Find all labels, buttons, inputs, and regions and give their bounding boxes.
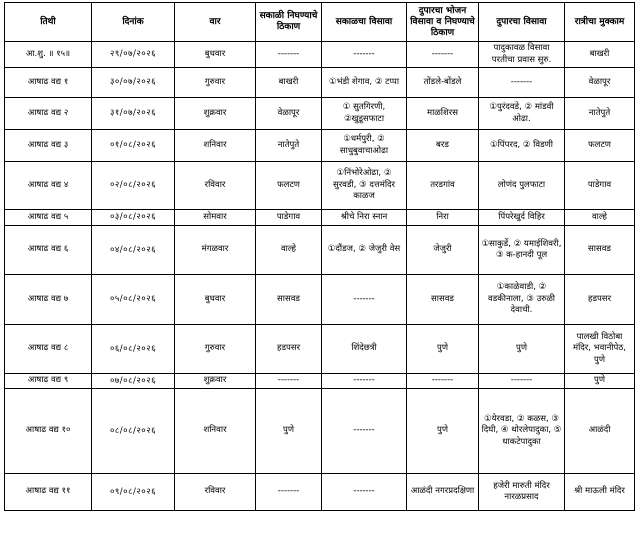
tithi-cell: आषाढ वद्य ११: [5, 474, 92, 511]
col-header-depart: सकाळी निघण्याचे ठिकाण: [256, 3, 322, 42]
depart-place-cell: पाडेगाव: [256, 210, 322, 226]
day-cell: सोमवार: [175, 210, 256, 226]
lunch-stop-cell: पुणे: [407, 325, 479, 374]
table-row: [5, 162, 635, 210]
afternoon-rest-cell: ①काळेवाडी, ② वडकीनाला, ③ उरुळी देवाची.: [479, 275, 565, 325]
morning-rest-cell: ①भंडी शेगाव, ② टप्पा: [322, 68, 407, 98]
night-stay-cell: वेळापूर: [565, 68, 635, 98]
day-cell: शनिवार: [175, 389, 256, 474]
col-header-lunch: दुपारचा भोजन विसावा व निघण्याचे ठिकाण: [407, 3, 479, 42]
morning-rest-cell: श्रीचे निरा स्नान: [322, 210, 407, 226]
night-stay-cell: फलटण: [565, 130, 635, 162]
lunch-stop-cell: तोंडले-बोंडले: [407, 68, 479, 98]
day-cell: रविवार: [175, 474, 256, 511]
date-cell: ०३/०८/२०२६: [92, 210, 175, 226]
depart-place-cell: पुणे: [256, 389, 322, 474]
date-cell: २९/०७/२०२६: [92, 42, 175, 68]
afternoon-rest-cell: ①साकुर्डे, ② यमाईशिवरी, ③ क-हानदी पूल: [479, 226, 565, 275]
lunch-stop-cell: आळंदी नगरप्रदक्षिणा: [407, 474, 479, 511]
table-row: [5, 226, 635, 275]
table-row: [5, 42, 635, 68]
morning-rest-cell: शिंदेछत्री: [322, 325, 407, 374]
morning-rest-cell: ① सुतगिरणी, ②खुडूसफाटा: [322, 98, 407, 130]
day-cell: शुक्रवार: [175, 98, 256, 130]
tithi-cell: आषाढ वद्य १: [5, 68, 92, 98]
day-cell: गुरुवार: [175, 325, 256, 374]
date-cell: ३१/०७/२०२६: [92, 98, 175, 130]
depart-place-cell: सासवड: [256, 275, 322, 325]
tithi-cell: आषाढ वद्य ८: [5, 325, 92, 374]
table-row: [5, 325, 635, 374]
depart-place-cell: हडपसर: [256, 325, 322, 374]
afternoon-rest-cell: लोणंद पुलफाटा: [479, 162, 565, 210]
date-cell: ०७/०८/२०२६: [92, 374, 175, 389]
day-cell: शनिवार: [175, 130, 256, 162]
date-cell: ०५/०८/२०२६: [92, 275, 175, 325]
depart-place-cell: वाल्हे: [256, 226, 322, 275]
afternoon-rest-cell: पादुकावळ विसावा परतीचा प्रवास सुरु.: [479, 42, 565, 68]
lunch-stop-cell: -------: [407, 42, 479, 68]
depart-place-cell: -------: [256, 474, 322, 511]
date-cell: ०४/०८/२०२६: [92, 226, 175, 275]
night-stay-cell: वाल्हे: [565, 210, 635, 226]
day-cell: रविवार: [175, 162, 256, 210]
lunch-stop-cell: बरड: [407, 130, 479, 162]
day-cell: गुरुवार: [175, 68, 256, 98]
night-stay-cell: श्री माऊली मंदिर: [565, 474, 635, 511]
afternoon-rest-cell: ①येरवडा, ② कळस, ③ दिघी, ④ थोरलेपादुका, ⑤ धाकटेपादुका: [479, 389, 565, 474]
afternoon-rest-cell: हजेरी मारुती मंदिर नारळप्रसाद: [479, 474, 565, 511]
depart-place-cell: वेळापूर: [256, 98, 322, 130]
table-row: [5, 275, 635, 325]
col-header-date: दिनांक: [92, 3, 175, 42]
morning-rest-cell: -------: [322, 389, 407, 474]
lunch-stop-cell: पुणे: [407, 389, 479, 474]
table-row: [5, 210, 635, 226]
morning-rest-cell: -------: [322, 275, 407, 325]
table-row: [5, 68, 635, 98]
date-cell: ०९/०८/२०२६: [92, 474, 175, 511]
date-cell: ०६/०८/२०२६: [92, 325, 175, 374]
tithi-cell: आषाढ वद्य ४: [5, 162, 92, 210]
tithi-cell: आषाढ वद्य ३: [5, 130, 92, 162]
tithi-cell: आ.शु. ॥ १५॥: [5, 42, 92, 68]
morning-rest-cell: -------: [322, 42, 407, 68]
col-header-day: वार: [175, 3, 256, 42]
lunch-stop-cell: माळशिरस: [407, 98, 479, 130]
night-stay-cell: पालखी विठोबा मंदिर, भवानीपेठ, पुणे: [565, 325, 635, 374]
header-row: [5, 3, 635, 42]
day-cell: शुक्रवार: [175, 374, 256, 389]
depart-place-cell: -------: [256, 374, 322, 389]
tithi-cell: आषाढ वद्य २: [5, 98, 92, 130]
col-header-night-stay: रात्रीचा मुक्काम: [565, 3, 635, 42]
depart-place-cell: फलटण: [256, 162, 322, 210]
night-stay-cell: पुणे: [565, 374, 635, 389]
afternoon-rest-cell: पुणे: [479, 325, 565, 374]
afternoon-rest-cell: -------: [479, 68, 565, 98]
night-stay-cell: आळंदी: [565, 389, 635, 474]
night-stay-cell: नातेपुते: [565, 98, 635, 130]
afternoon-rest-cell: पिंपरेखुर्द विहिर: [479, 210, 565, 226]
table-row: [5, 98, 635, 130]
afternoon-rest-cell: ①पुरंदवडे, ② मांडवी ओढा.: [479, 98, 565, 130]
tithi-cell: आषाढ वद्य १०: [5, 389, 92, 474]
depart-place-cell: बाखरी: [256, 68, 322, 98]
itinerary-table: [4, 2, 635, 511]
date-cell: ०२/०८/२०२६: [92, 162, 175, 210]
table-row: [5, 130, 635, 162]
col-header-tithi: तिथी: [5, 3, 92, 42]
tithi-cell: आषाढ वद्य ९: [5, 374, 92, 389]
table-row: [5, 374, 635, 389]
tithi-cell: आषाढ वद्य ७: [5, 275, 92, 325]
depart-place-cell: -------: [256, 42, 322, 68]
morning-rest-cell: ①दौंडज, ② जेजुरी वेस: [322, 226, 407, 275]
night-stay-cell: हडपसर: [565, 275, 635, 325]
night-stay-cell: पाडेगाव: [565, 162, 635, 210]
morning-rest-cell: ①निंभोरेओढा, ② सुरवडी, ③ दत्तमंदिर काळज: [322, 162, 407, 210]
table-row: [5, 474, 635, 511]
morning-rest-cell: -------: [322, 374, 407, 389]
date-cell: ३०/०७/२०२६: [92, 68, 175, 98]
night-stay-cell: बाखरी: [565, 42, 635, 68]
night-stay-cell: सासवड: [565, 226, 635, 275]
table-row: [5, 389, 635, 474]
lunch-stop-cell: सासवड: [407, 275, 479, 325]
col-header-morning-rest: सकाळचा विसावा: [322, 3, 407, 42]
lunch-stop-cell: तरडगांव: [407, 162, 479, 210]
depart-place-cell: नातेपुते: [256, 130, 322, 162]
tithi-cell: आषाढ वद्य ५: [5, 210, 92, 226]
col-header-afternoon-rest: दुपारचा विसावा: [479, 3, 565, 42]
lunch-stop-cell: जेजुरी: [407, 226, 479, 275]
day-cell: मंगळवार: [175, 226, 256, 275]
lunch-stop-cell: -------: [407, 374, 479, 389]
morning-rest-cell: ①धर्मपुरी, ② साधुबुवाचाओढा: [322, 130, 407, 162]
date-cell: ०१/०८/२०२६: [92, 130, 175, 162]
morning-rest-cell: -------: [322, 474, 407, 511]
afternoon-rest-cell: ①पिंपरद, ② विडणी: [479, 130, 565, 162]
lunch-stop-cell: निरा: [407, 210, 479, 226]
day-cell: बुधवार: [175, 275, 256, 325]
day-cell: बुधवार: [175, 42, 256, 68]
date-cell: ०८/०८/२०२६: [92, 389, 175, 474]
afternoon-rest-cell: -------: [479, 374, 565, 389]
tithi-cell: आषाढ वद्य ६: [5, 226, 92, 275]
